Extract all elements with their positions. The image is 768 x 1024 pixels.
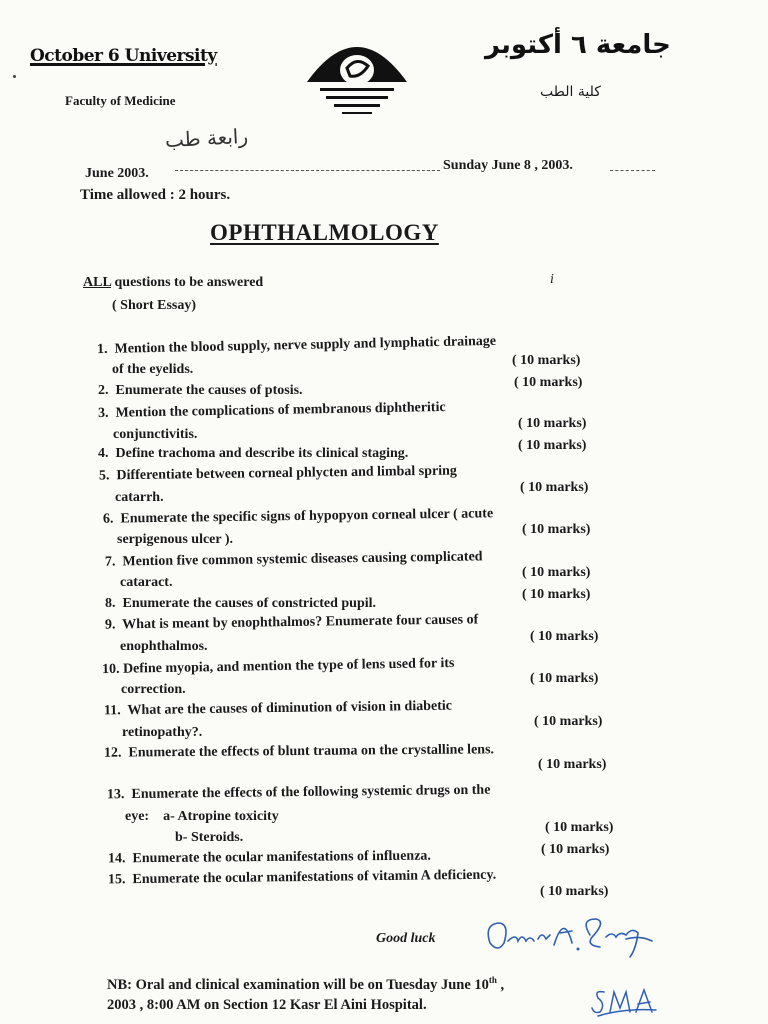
question-marks: ( 10 marks) (522, 587, 591, 602)
question-type: ( Short Essay) (112, 298, 197, 313)
question-marks: ( 10 marks) (522, 565, 591, 580)
question-text: What are the causes of diminution of vision in diabetic (127, 698, 453, 719)
question-marks: ( 10 marks) (541, 842, 610, 857)
faculty-name-en: Faculty of Medicine (65, 93, 176, 108)
question-number: 5. (98, 468, 110, 484)
question-line (103, 506, 493, 527)
question-marks: ( 10 marks) (514, 375, 583, 390)
exam-note-text: NB: Oral and clinical examination will be on Tuesday June 10 (107, 976, 489, 993)
question-number: 2. (98, 383, 109, 398)
question-text: Enumerate the ocular manifestations of vitamin A deficiency. (132, 867, 497, 888)
question-text: Enumerate the specific signs of hypopyon corneal ulcer ( acute (120, 506, 494, 527)
question-marks: ( 10 marks) (530, 671, 599, 686)
exam-note (107, 970, 504, 1015)
question-line (108, 849, 431, 868)
question-line (108, 868, 496, 889)
question-line (104, 699, 452, 720)
question-number: 9. (104, 617, 116, 633)
question-line: eye: a- Atropine toxicity (125, 809, 279, 824)
question-line (99, 464, 457, 485)
question-marks: ( 10 marks) (540, 884, 609, 899)
question-number: 6. (102, 511, 114, 527)
question-text: Define myopia, and mention the type of lens used for its (122, 655, 455, 677)
question-marks: ( 10 marks) (534, 714, 603, 729)
question-line: of the eyelids. (112, 362, 194, 377)
exam-note-text-end: , (496, 976, 505, 993)
question-text: Enumerate the effects of blunt trauma on the crystalline lens. (128, 742, 495, 761)
exam-date: Sunday June 8 , 2003. (443, 158, 573, 173)
initials-signature (590, 980, 660, 1020)
stray-mark: i (550, 272, 554, 287)
exam-note-line2: 2003 , 8:00 AM on Section 12 Kasr El Aini Hospital. (107, 996, 427, 1013)
question-number: 3. (97, 405, 109, 422)
question-number: 13. (106, 787, 125, 803)
examiner-signature (480, 905, 660, 965)
question-line: retinopathy?. (122, 725, 203, 740)
exam-title: OPHTHALMOLOGY (210, 220, 439, 245)
question-line (107, 783, 491, 804)
question-text: Mention the complications of membranous diphtheritic (115, 399, 446, 421)
instructions-all: ALL (83, 275, 112, 290)
question-marks: ( 10 marks) (530, 629, 599, 644)
question-line: enophthalmos. (120, 639, 208, 654)
university-logo-text-en: October 6 University (30, 46, 217, 66)
question-text: Enumerate the causes of constricted pupil. (122, 596, 377, 611)
question-line (98, 446, 408, 462)
question-number: 10. (101, 661, 120, 678)
question-line: serpigenous ulcer ). (117, 532, 234, 547)
question-marks: ( 10 marks) (522, 522, 591, 537)
question-text: Enumerate the effects of the following systemic drugs on the (131, 782, 491, 803)
question-text: Mention the blood supply, nerve supply and lymphatic drainage (114, 333, 497, 357)
question-number: 7. (104, 554, 116, 570)
question-text: Differentiate between corneal phlycten and limbal spring (116, 463, 457, 484)
question-line (98, 400, 446, 422)
instructions-rest: questions to be answered (111, 275, 264, 290)
university-emblem-icon (302, 20, 412, 124)
question-line: conjunctivitis. (113, 427, 198, 442)
dashed-divider (610, 170, 655, 171)
question-marks: ( 10 marks) (538, 757, 607, 772)
scan-speck (13, 75, 16, 78)
time-allowed: Time allowed : 2 hours. (80, 187, 231, 203)
question-line (104, 742, 494, 761)
question-marks: ( 10 marks) (518, 416, 587, 431)
question-text: Enumerate the ocular manifestations of influenza. (132, 848, 431, 867)
question-number: 14. (107, 851, 126, 867)
good-luck-note: Good luck (376, 931, 436, 946)
faculty-name-ar: كلية الطب (540, 84, 601, 100)
question-line (105, 549, 483, 570)
question-line (105, 596, 376, 612)
question-marks: ( 10 marks) (520, 480, 589, 495)
question-line (98, 383, 303, 399)
question-line: catarrh. (115, 490, 164, 505)
question-marks: ( 10 marks) (518, 438, 587, 453)
exam-note-superscript: th (488, 975, 497, 985)
question-number: 15. (107, 872, 126, 888)
instructions-line (83, 275, 263, 291)
question-number: 11. (103, 703, 121, 719)
university-logo-text-ar: جامعة ٦ أكتوبر (485, 30, 671, 60)
question-text: What is meant by enophthalmos? Enumerate four causes of (122, 612, 479, 633)
exam-session: June 2003. (85, 166, 149, 181)
question-marks: ( 10 marks) (545, 820, 614, 835)
question-text: Mention five common systemic diseases causing complicated (122, 549, 483, 570)
question-number: 4. (98, 446, 109, 461)
question-line (105, 612, 478, 633)
question-number: 12. (103, 745, 122, 761)
question-marks: ( 10 marks) (512, 353, 581, 368)
handwritten-class-note: رابعة طب (164, 123, 249, 153)
question-number: 8. (105, 596, 116, 611)
dashed-divider (175, 170, 440, 171)
question-text: Define trachoma and describe its clinical staging. (115, 446, 409, 461)
question-line (102, 656, 455, 678)
exam-note-line1 (107, 970, 504, 995)
question-line (97, 334, 496, 358)
question-line: cataract. (120, 575, 173, 590)
question-number: 1. (96, 341, 108, 358)
question-text: Enumerate the causes of ptosis. (115, 383, 303, 398)
question-line: b- Steroids. (175, 830, 244, 845)
question-line: correction. (121, 682, 186, 697)
